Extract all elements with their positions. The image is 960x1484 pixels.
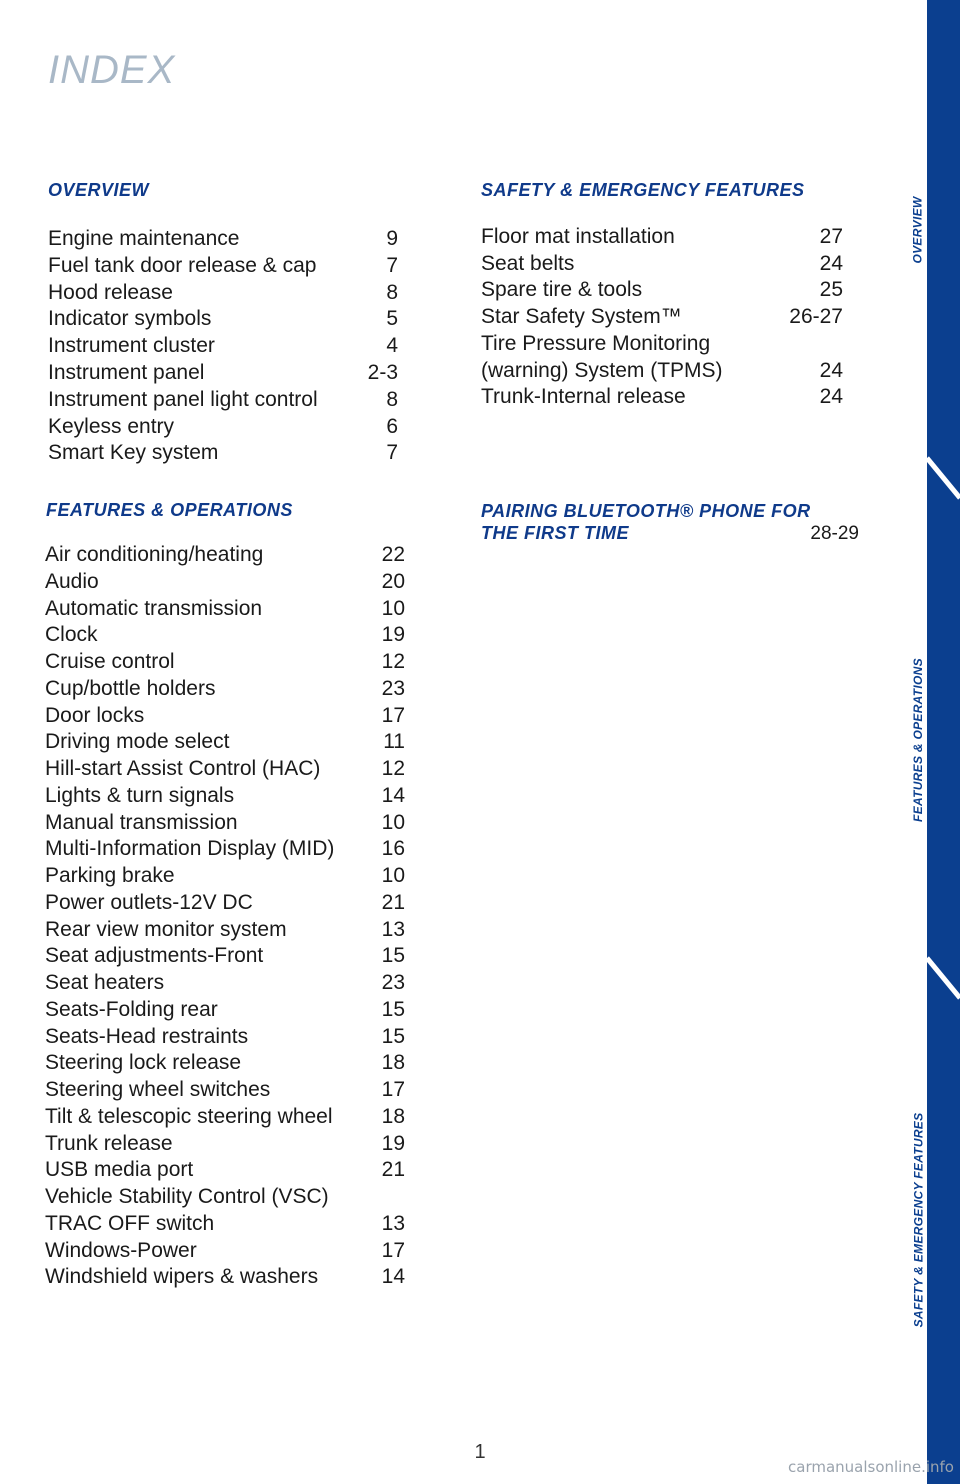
index-entry-page: 2-3 bbox=[367, 360, 398, 384]
index-entry-page: 26-27 bbox=[789, 305, 843, 329]
index-entry-page: 17 bbox=[381, 703, 405, 727]
index-entry-label: Tilt & telescopic steering wheel bbox=[45, 1104, 333, 1128]
features-entry bbox=[45, 756, 405, 783]
index-entry-label: Clock bbox=[45, 623, 98, 647]
overview-entry bbox=[48, 387, 398, 414]
index-entry-page: 13 bbox=[381, 1211, 405, 1235]
overview-entry bbox=[48, 360, 398, 387]
index-entry-label: Power outlets-12V DC bbox=[45, 890, 253, 914]
index-entry-page: 6 bbox=[386, 414, 398, 438]
safety-entry bbox=[481, 304, 843, 331]
index-entry-page: 16 bbox=[381, 837, 405, 861]
features-entry bbox=[45, 1131, 405, 1158]
index-entry-label: USB media port bbox=[45, 1158, 194, 1182]
index-entry-page: 11 bbox=[383, 730, 405, 754]
index-entry-label: Smart Key system bbox=[48, 441, 219, 465]
features-heading: FEATURES & OPERATIONS bbox=[46, 500, 293, 520]
features-entry bbox=[45, 1211, 405, 1238]
index-entry-label: Seat adjustments-Front bbox=[45, 944, 264, 968]
index-entry-page: 10 bbox=[381, 864, 405, 887]
index-entry-label: TRAC OFF switch bbox=[45, 1211, 215, 1235]
index-entry-label: Instrument panel light control bbox=[48, 387, 318, 411]
index-entry-page: 18 bbox=[381, 1051, 405, 1075]
features-entry bbox=[45, 1184, 405, 1211]
side-tab-safety-label: SAFETY & EMERGENCY FEATURES bbox=[911, 1112, 926, 1328]
features-entry bbox=[45, 997, 405, 1024]
features-entry bbox=[45, 1024, 405, 1051]
features-entry bbox=[45, 569, 405, 596]
index-entry-page: 20 bbox=[381, 569, 405, 593]
index-entry-label: Seat belts bbox=[481, 251, 575, 275]
index-entry-label: Parking brake bbox=[45, 864, 175, 887]
overview-entry bbox=[48, 440, 398, 467]
index-entry-page: 23 bbox=[381, 971, 405, 994]
index-entry-label: Engine maintenance bbox=[48, 227, 240, 250]
features-entry bbox=[45, 1104, 405, 1131]
index-entry-label: Lights & turn signals bbox=[45, 783, 235, 807]
index-entry-label: Multi-Information Display (MID) bbox=[45, 837, 335, 861]
overview-entry bbox=[48, 333, 398, 360]
features-entry bbox=[45, 810, 405, 837]
index-entry-label: Cruise control bbox=[45, 650, 175, 673]
index-entry-page: 12 bbox=[381, 650, 405, 673]
index-entry-page: 18 bbox=[381, 1104, 405, 1128]
index-entry-page: 17 bbox=[381, 1078, 405, 1101]
features-entry bbox=[45, 596, 405, 623]
features-entry bbox=[45, 1077, 405, 1104]
overview-entry bbox=[48, 306, 398, 333]
safety-list bbox=[481, 224, 843, 411]
index-entry-label: Audio bbox=[45, 569, 99, 593]
index-entry-page: 8 bbox=[386, 387, 398, 411]
features-entry bbox=[45, 863, 405, 890]
index-entry-label: Steering lock release bbox=[45, 1051, 242, 1075]
index-entry-label: Indicator symbols bbox=[48, 307, 212, 331]
index-entry-page: 14 bbox=[381, 783, 405, 807]
safety-entry bbox=[481, 384, 843, 411]
features-entry bbox=[45, 622, 405, 649]
index-entry-label: Keyless entry bbox=[48, 414, 175, 438]
features-entry bbox=[45, 649, 405, 676]
index-entry-label: Cup/bottle holders bbox=[45, 676, 216, 700]
index-entry-page: 4 bbox=[386, 334, 398, 358]
overview-entry bbox=[48, 280, 398, 307]
side-tab-overview[interactable] bbox=[908, 185, 928, 275]
index-entry-label: Door locks bbox=[45, 703, 145, 727]
index-entry-label: Hood release bbox=[48, 280, 173, 304]
index-entry-page: 15 bbox=[381, 997, 405, 1021]
index-entry-page: 19 bbox=[381, 623, 405, 647]
features-entry bbox=[45, 943, 405, 970]
features-entry bbox=[45, 676, 405, 703]
index-entry-page: 12 bbox=[381, 757, 405, 780]
index-entry-label: Instrument panel bbox=[48, 360, 205, 384]
index-entry-page: 24 bbox=[819, 358, 843, 382]
index-entry-page: 10 bbox=[381, 810, 405, 834]
watermark: carmanualsonline.info bbox=[788, 1458, 954, 1476]
index-entry-page: 15 bbox=[381, 1024, 405, 1048]
index-entry-page: 24 bbox=[819, 385, 843, 409]
safety-entry bbox=[481, 251, 843, 278]
sidebar-notch-2 bbox=[920, 950, 960, 1010]
index-entry-page: 24 bbox=[819, 251, 843, 275]
overview-entry bbox=[48, 414, 398, 441]
index-entry-label: Seats-Head restraints bbox=[45, 1024, 249, 1048]
sidebar-notch-1 bbox=[920, 450, 960, 510]
features-list bbox=[45, 542, 405, 1291]
overview-list bbox=[48, 226, 398, 467]
index-entry-page: 7 bbox=[386, 441, 398, 465]
index-entry-label: Hill-start Assist Control (HAC) bbox=[45, 757, 321, 780]
index-entry-page: 15 bbox=[381, 944, 405, 968]
safety-entry bbox=[481, 277, 843, 304]
index-entry-page: 9 bbox=[386, 227, 398, 250]
index-entry-label: Seat heaters bbox=[45, 971, 165, 994]
index-entry-label: Steering wheel switches bbox=[45, 1078, 271, 1101]
index-entry-page: 7 bbox=[386, 253, 398, 277]
side-tab-safety[interactable] bbox=[908, 1095, 928, 1345]
features-entry bbox=[45, 1157, 405, 1184]
overview-heading: OVERVIEW bbox=[48, 180, 150, 200]
page-title: INDEX bbox=[48, 48, 176, 92]
index-entry-label: Star Safety System™ bbox=[481, 305, 682, 329]
index-entry-label: Air conditioning/heating bbox=[45, 543, 264, 566]
index-entry-page: 21 bbox=[381, 890, 405, 914]
features-entry bbox=[45, 703, 405, 730]
side-tab-overview-label: OVERVIEW bbox=[911, 196, 926, 264]
index-entry-label: Floor mat installation bbox=[481, 225, 675, 248]
index-entry-label: Seats-Folding rear bbox=[45, 997, 218, 1021]
index-entry-label: Fuel tank door release & cap bbox=[48, 253, 317, 277]
sidebar-bar bbox=[927, 0, 960, 1484]
index-entry-label: Vehicle Stability Control (VSC) bbox=[45, 1185, 329, 1208]
safety-entry bbox=[481, 358, 843, 385]
index-entry-label: Rear view monitor system bbox=[45, 917, 287, 941]
side-tab-features[interactable] bbox=[908, 645, 928, 835]
index-entry-label: Windshield wipers & washers bbox=[45, 1265, 319, 1289]
pairing-heading bbox=[481, 500, 811, 544]
index-entry-page: 19 bbox=[381, 1131, 405, 1155]
features-entry bbox=[45, 542, 405, 569]
safety-entry bbox=[481, 331, 843, 358]
features-entry bbox=[45, 1238, 405, 1265]
index-entry-label: Driving mode select bbox=[45, 730, 230, 754]
features-entry bbox=[45, 917, 405, 944]
index-entry-page: 27 bbox=[819, 225, 843, 248]
features-entry bbox=[45, 783, 405, 810]
index-entry-label: Trunk-Internal release bbox=[481, 385, 686, 409]
features-entry bbox=[45, 970, 405, 997]
index-entry-page: 14 bbox=[381, 1265, 405, 1289]
pairing-page-ref: 28-29 bbox=[810, 523, 859, 544]
index-entry-page: 25 bbox=[819, 278, 843, 302]
index-entry-page: 8 bbox=[386, 280, 398, 304]
safety-entry bbox=[481, 224, 843, 251]
side-tab-features-label: FEATURES & OPERATIONS bbox=[911, 658, 925, 822]
index-entry-page: 23 bbox=[381, 676, 405, 700]
index-entry-label: Automatic transmission bbox=[45, 596, 263, 620]
index-entry-label: (warning) System (TPMS) bbox=[481, 358, 723, 382]
features-entry bbox=[45, 890, 405, 917]
safety-heading: SAFETY & EMERGENCY FEATURES bbox=[481, 180, 805, 200]
features-entry bbox=[45, 1050, 405, 1077]
overview-entry bbox=[48, 226, 398, 253]
pairing-heading-line1: PAIRING BLUETOOTH® PHONE FOR bbox=[481, 501, 811, 521]
index-entry-label: Tire Pressure Monitoring bbox=[481, 331, 711, 355]
index-entry-label: Trunk release bbox=[45, 1131, 173, 1155]
features-entry bbox=[45, 1264, 405, 1291]
index-entry-label: Windows-Power bbox=[45, 1238, 197, 1262]
index-entry-page: 10 bbox=[381, 596, 405, 620]
index-entry-page: 13 bbox=[381, 917, 405, 941]
pairing-heading-line2: THE FIRST TIME bbox=[481, 523, 629, 543]
index-entry-page: 5 bbox=[386, 307, 398, 331]
index-entry-page: 17 bbox=[381, 1238, 405, 1262]
index-entry-label: Manual transmission bbox=[45, 810, 238, 834]
index-entry-label: Instrument cluster bbox=[48, 334, 215, 358]
page-number: 1 bbox=[474, 1441, 486, 1463]
features-entry bbox=[45, 729, 405, 756]
index-entry-page: 22 bbox=[381, 543, 405, 566]
overview-entry bbox=[48, 253, 398, 280]
index-entry-page: 21 bbox=[381, 1158, 405, 1182]
index-entry-label: Spare tire & tools bbox=[481, 278, 643, 302]
features-entry bbox=[45, 836, 405, 863]
